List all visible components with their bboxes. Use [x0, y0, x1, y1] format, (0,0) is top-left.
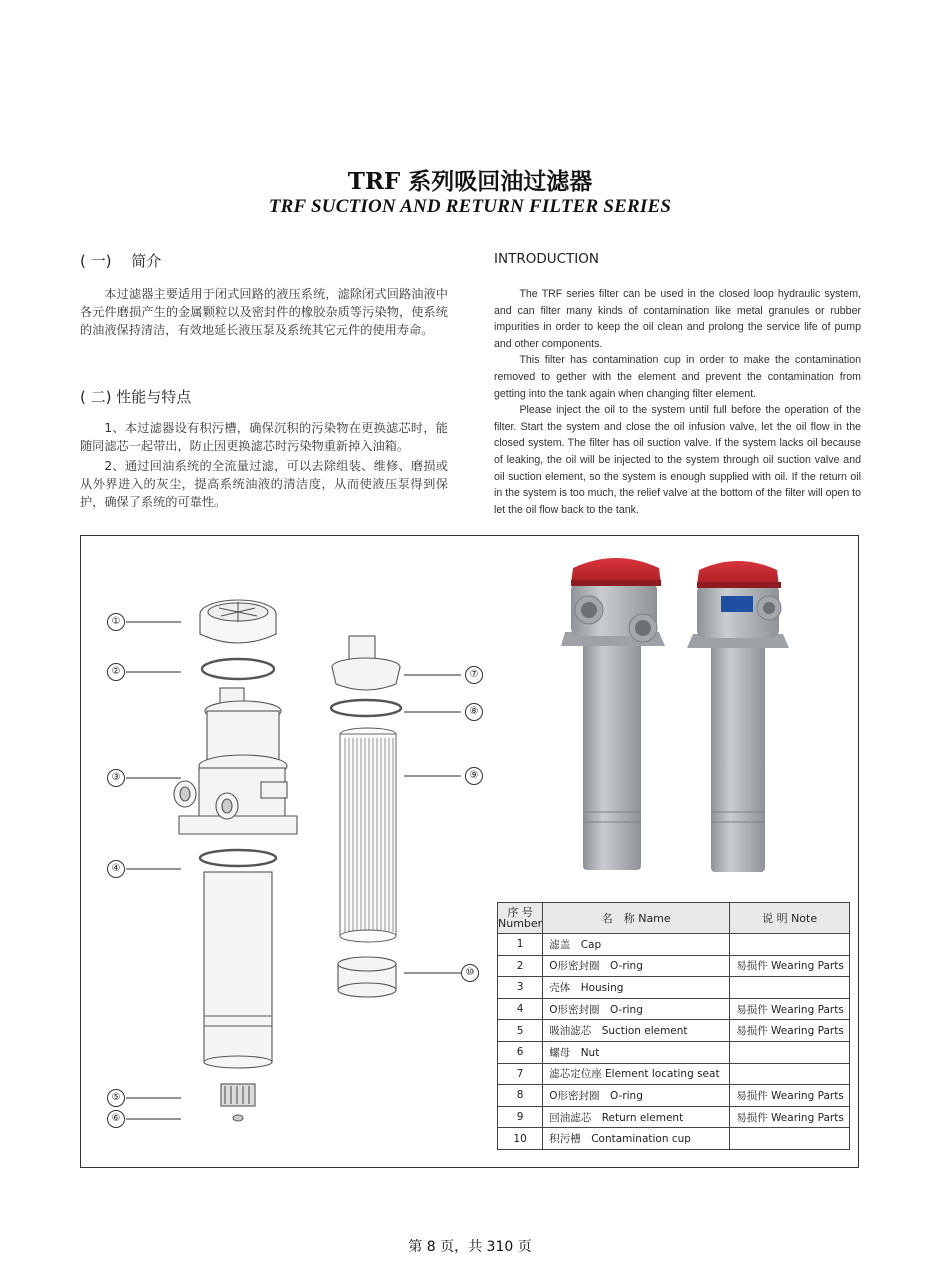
intro-en-body	[494, 286, 861, 518]
callout-8: ⑧	[465, 703, 483, 721]
filter-photo-left	[561, 558, 665, 870]
row-name: 壳体 Housing	[543, 977, 730, 999]
row-number: 6	[498, 1041, 543, 1063]
table-row	[498, 934, 850, 956]
callout-3: ③	[107, 769, 125, 787]
page-title-cn: TRF 系列吸回油过滤器	[347, 168, 593, 195]
row-number: 10	[498, 1128, 543, 1150]
return-element-part	[340, 728, 396, 942]
product-photo	[561, 550, 821, 875]
row-note	[730, 1041, 850, 1063]
nut-part	[233, 1115, 243, 1121]
row-name: 积污槽 Contamination cup	[543, 1128, 730, 1150]
table-row	[498, 1085, 850, 1107]
table-row	[498, 1020, 850, 1042]
cap-part	[200, 600, 276, 643]
row-number: 8	[498, 1085, 543, 1107]
callout-6: ⑥	[107, 1110, 125, 1128]
row-note	[730, 977, 850, 999]
housing-part	[174, 688, 297, 834]
callout-1: ①	[107, 613, 125, 631]
row-name: 滤盖 Cap	[543, 934, 730, 956]
header-number-en: Number	[498, 917, 543, 930]
row-number: 4	[498, 998, 543, 1020]
intro-en-p3: Please inject the oil to the system until full before the operation of the filter. Start the system and close the oil infusion valve, let the oil flow in the closed system. The filter has oil suction valve. If the system lacks oil because of leaking, the oil will be injected to the system through oil suction valve and oil suction element, so the system is enough supplied with oil. If the return oil in the system is too much, the relief valve at the bottom of the filter will open to let the oil flow back to the tank.	[494, 404, 861, 516]
row-number: 7	[498, 1063, 543, 1085]
intro-cn-heading: ( 一) 简介	[80, 252, 162, 270]
suction-element-part	[221, 1084, 255, 1106]
header-number	[498, 903, 543, 934]
row-name: 滤芯定位座 Element locating seat	[543, 1063, 730, 1085]
locating-seat-part	[332, 636, 400, 690]
row-note: 易损件 Wearing Parts	[730, 1085, 850, 1107]
o-ring-part-8	[331, 700, 401, 716]
header-note: 说 明 Note	[730, 903, 850, 934]
row-note: 易损件 Wearing Parts	[730, 1020, 850, 1042]
row-name: 螺母 Nut	[543, 1041, 730, 1063]
table-row	[498, 977, 850, 999]
row-name: O形密封圈 O-ring	[543, 1085, 730, 1107]
features-cn-p2: 2、通过回油系统的全流量过滤，可以去除组装、维修、磨损或从外界进入的灰尘，提高系统油液的清洁度，从而使液压泵得到保护，确保了系统的可靠性。	[80, 459, 448, 509]
callout-4: ④	[107, 860, 125, 878]
table-row	[498, 998, 850, 1020]
table-row	[498, 1106, 850, 1128]
header-number-cn: 序 号	[507, 906, 533, 919]
row-note: 易损件 Wearing Parts	[730, 1106, 850, 1128]
o-ring-part-2	[202, 659, 274, 679]
filter-photo-right	[687, 561, 789, 872]
row-note: 易损件 Wearing Parts	[730, 998, 850, 1020]
table-row	[498, 1128, 850, 1150]
features-cn-heading: ( 二) 性能与特点	[80, 388, 192, 406]
intro-en-p2: This filter has contamination cup in order to make the contamination removed to gether with the element and prevent the contamination from getting into the tank again when changing filter element.	[494, 354, 861, 400]
row-name: O形密封圈 O-ring	[543, 955, 730, 977]
parts-table-header	[498, 903, 850, 934]
callout-9: ⑨	[465, 767, 483, 785]
callout-2: ②	[107, 663, 125, 681]
page-footer: 第 8 页，共 310 页	[408, 1239, 532, 1255]
row-number: 2	[498, 955, 543, 977]
table-row	[498, 955, 850, 977]
features-cn-p1: 1、本过滤器设有积污槽，确保沉积的污染物在更换滤芯时，能随同滤芯一起带出，防止因更换滤芯时污染物重新掉入油箱。	[80, 421, 448, 453]
tube-part	[200, 850, 276, 1068]
intro-en-heading: INTRODUCTION	[494, 251, 599, 267]
row-note	[730, 1063, 850, 1085]
intro-en-p1: The TRF series filter can be used in the closed loop hydraulic system, and can filter many kinds of contamination like metal granules or rubber impurities in order to keep the oil clean and prolong the service life of pump and other components.	[494, 288, 861, 350]
page-title-en: TRF SUCTION AND RETURN FILTER SERIES	[268, 196, 672, 217]
callout-5: ⑤	[107, 1089, 125, 1107]
row-number: 3	[498, 977, 543, 999]
callout-7: ⑦	[465, 666, 483, 684]
intro-cn-body: 本过滤器主要适用于闭式回路的液压系统，滤除闭式回路油液中各元件磨损产生的金属颗粒以及密封件的橡胶杂质等污染物，使系统的油液保持清洁，有效地延长液压泵及系统其它元件的使用寿命。	[80, 287, 448, 337]
row-name: 吸油滤芯 Suction element	[543, 1020, 730, 1042]
table-row	[498, 1041, 850, 1063]
row-note	[730, 1128, 850, 1150]
parts-table	[497, 902, 850, 1150]
row-number: 5	[498, 1020, 543, 1042]
callout-10: ⑩	[461, 964, 479, 982]
row-note	[730, 934, 850, 956]
row-note: 易损件 Wearing Parts	[730, 955, 850, 977]
parts-table-body	[498, 934, 850, 1150]
row-number: 9	[498, 1106, 543, 1128]
header-name: 名 称 Name	[543, 903, 730, 934]
figure-frame	[80, 535, 859, 1168]
contamination-cup-part	[338, 957, 396, 997]
row-number: 1	[498, 934, 543, 956]
row-name: 回油滤芯 Return element	[543, 1106, 730, 1128]
row-name: O形密封圈 O-ring	[543, 998, 730, 1020]
table-row	[498, 1063, 850, 1085]
